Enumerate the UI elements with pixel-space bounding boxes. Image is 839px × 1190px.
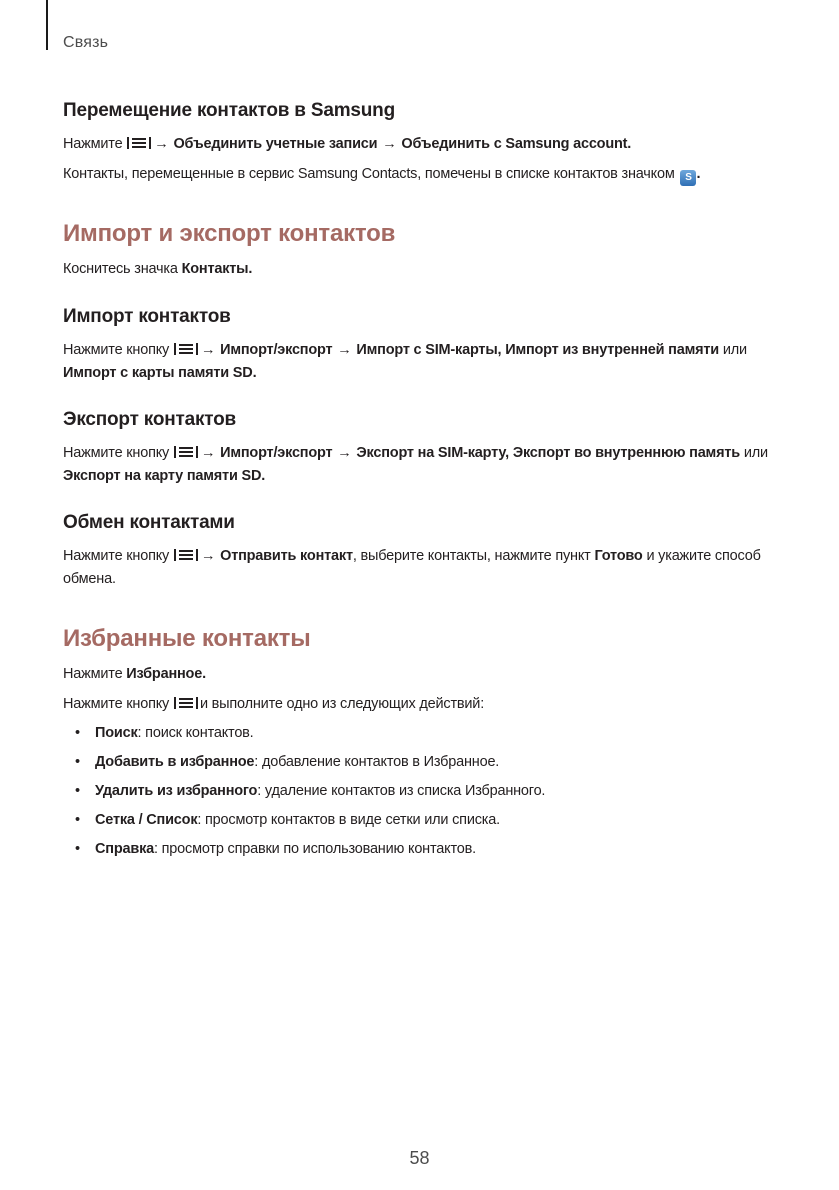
list-item: • Справка: просмотр справки по использованию контактов.	[63, 835, 783, 864]
option-import-internal[interactable]: Импорт из внутренней памяти	[505, 342, 720, 358]
option-import-sd[interactable]: Импорт с карты памяти SD	[63, 365, 253, 381]
option-export-sd[interactable]: Экспорт на карту памяти SD	[63, 468, 262, 484]
arrow-icon: →	[382, 136, 397, 152]
heading-export-contacts: Экспорт контактов	[63, 409, 237, 430]
option-done[interactable]: Готово	[594, 548, 643, 564]
list-item: • Добавить в избранное: добавление контактов в Избранное.	[63, 748, 783, 777]
menu-icon	[127, 137, 151, 149]
menu-icon	[174, 343, 198, 355]
heading-move-contacts: Перемещение контактов в Samsung	[63, 100, 395, 121]
option-export-internal[interactable]: Экспорт во внутреннюю память	[512, 445, 740, 461]
export-instruction: Нажмите кнопку → Импорт/экспорт → Экспорт на SIM-карту, Экспорт во внутреннюю память или Экспорт на карту памяти SD.	[63, 445, 768, 484]
action-search[interactable]: Поиск	[95, 725, 138, 741]
action-add-favorites[interactable]: Добавить в избранное	[95, 754, 255, 770]
menu-icon	[174, 446, 198, 458]
menu-option-merge-accounts[interactable]: Объединить учетные записи	[173, 136, 378, 152]
share-instruction: Нажмите кнопку → Отправить контакт, выберите контакты, нажмите пункт Готово и укажите способ обмена.	[63, 548, 761, 587]
list-item: • Удалить из избранного: удаление контактов из списка Избранного.	[63, 777, 783, 806]
favorites-tab-label[interactable]: Избранное	[126, 666, 203, 682]
import-instruction: Нажмите кнопку → Импорт/экспорт → Импорт с SIM-карты, Импорт из внутренней памяти или Импорт с карты памяти SD.	[63, 342, 747, 381]
option-send-contact[interactable]: Отправить контакт	[220, 548, 353, 564]
heading-import-contacts: Импорт контактов	[63, 306, 231, 327]
text-prefix: Нажмите	[63, 136, 123, 152]
move-instruction: Нажмите → Объединить учетные записи → Объединить с Samsung account.	[63, 136, 632, 152]
list-item: • Поиск: поиск контактов.	[63, 719, 783, 748]
menu-option-import-export[interactable]: Импорт/экспорт	[220, 445, 333, 461]
action-grid-list[interactable]: Сетка / Список	[95, 812, 198, 828]
arrow-icon: →	[154, 136, 169, 152]
favorites-actions-list	[63, 719, 783, 864]
samsung-account-icon: S	[680, 170, 696, 186]
heading-share-contacts: Обмен контактами	[63, 512, 235, 533]
move-description: Контакты, перемещенные в сервис Samsung Contacts, помечены в списке контактов значком S .	[63, 163, 783, 186]
favorites-instruction: Нажмите Избранное.	[63, 666, 206, 682]
page-number: 58	[409, 1148, 430, 1168]
chapter-title: Связь	[63, 34, 109, 51]
contacts-app-label[interactable]: Контакты	[181, 261, 249, 277]
favorites-menu-instruction: Нажмите кнопку и выполните одно из следующих действий:	[63, 696, 485, 712]
option-import-sim[interactable]: Импорт с SIM-карты	[356, 342, 498, 358]
heading-favorites: Избранные контакты	[63, 625, 311, 652]
header-divider	[46, 0, 48, 50]
menu-icon	[174, 697, 198, 709]
import-export-intro: Коснитесь значка Контакты.	[63, 261, 253, 277]
arrow-icon: →	[200, 342, 216, 358]
arrow-icon: →	[200, 445, 216, 461]
arrow-icon: →	[200, 548, 216, 564]
arrow-icon: →	[337, 342, 352, 358]
option-export-sim[interactable]: Экспорт на SIM-карту	[356, 445, 506, 461]
menu-icon	[174, 549, 198, 561]
menu-option-import-export[interactable]: Импорт/экспорт	[220, 342, 333, 358]
page-content	[63, 98, 783, 864]
menu-option-merge-samsung[interactable]: Объединить с Samsung account	[401, 136, 628, 152]
heading-import-export: Импорт и экспорт контактов	[63, 220, 396, 247]
arrow-icon: →	[337, 445, 352, 461]
action-remove-favorites[interactable]: Удалить из избранного	[95, 783, 258, 799]
list-item: • Сетка / Список: просмотр контактов в виде сетки или списка.	[63, 806, 783, 835]
action-help[interactable]: Справка	[95, 841, 154, 857]
